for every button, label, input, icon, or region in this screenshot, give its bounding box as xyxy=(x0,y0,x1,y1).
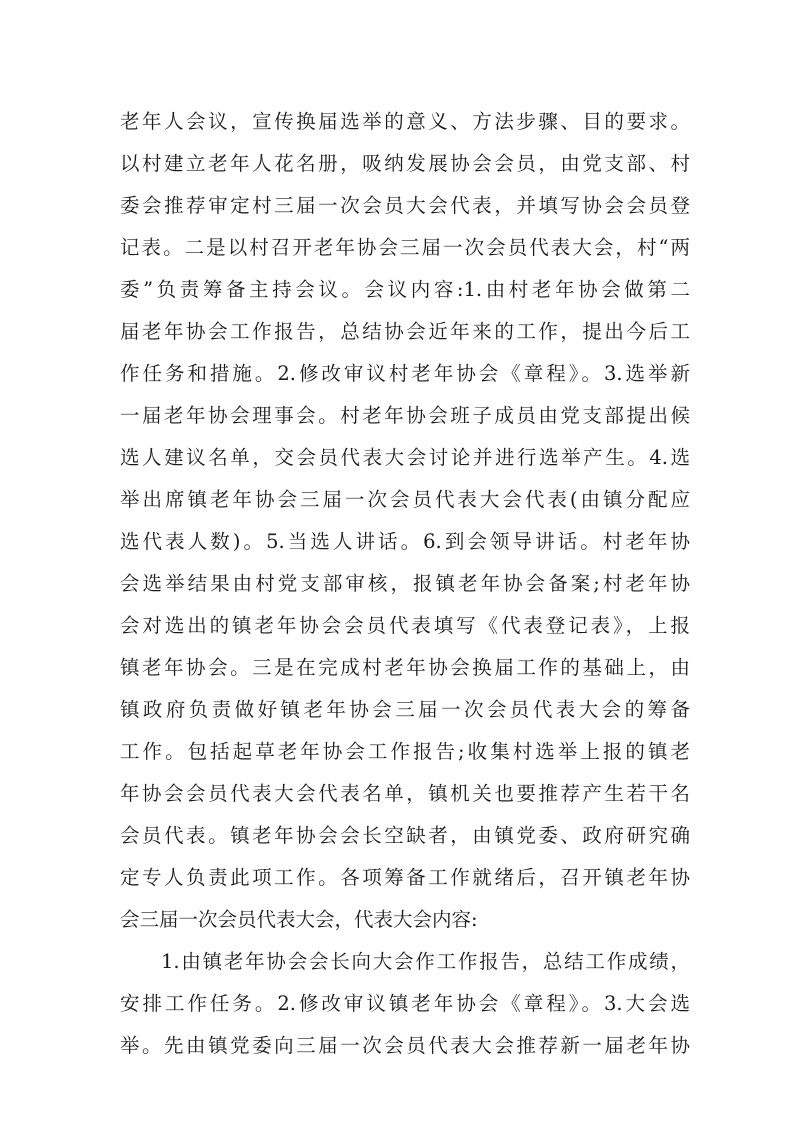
text-line: 定专人负责此项工作。各项筹备工作就绪后，召开镇老年协 xyxy=(120,866,690,889)
text-line: 一届老年协会理事会。村老年协会班子成员由党支部提出候 xyxy=(120,404,690,427)
text-line: 记表。二是以村召开老年协会三届一次会员代表大会，村“两 xyxy=(120,236,690,259)
text-line: 镇老年协会。三是在完成村老年协会换届工作的基础上，由 xyxy=(120,656,690,679)
text-line: 作任务和措施。2.修改审议村老年协会《章程》。3.选举新 xyxy=(120,362,690,385)
text-line: 举。先由镇党委向三届一次会员代表大会推荐新一届老年协 xyxy=(120,1034,690,1057)
text-line: 选代表人数)。5.当选人讲话。6.到会领导讲话。村老年协 xyxy=(120,530,690,553)
body-text xyxy=(120,101,690,1067)
text-line: 委”负责筹备主持会议。会议内容:1.由村老年协会做第二 xyxy=(120,278,690,301)
text-line: 届老年协会工作报告，总结协会近年来的工作，提出今后工 xyxy=(120,320,690,343)
text-line: 会对选出的镇老年协会会员代表填写《代表登记表》，上报 xyxy=(120,614,690,637)
text-line: 举出席镇老年协会三届一次会员代表大会代表(由镇分配应 xyxy=(120,488,690,511)
paragraph-end-line: 会三届一次会员代表大会，代表大会内容: xyxy=(120,908,478,931)
text-line: 年协会会员代表大会代表名单，镇机关也要推荐产生若干名 xyxy=(120,782,690,805)
text-line: 委会推荐审定村三届一次会员大会代表，并填写协会会员登 xyxy=(120,194,690,217)
paragraph-start-line: 1.由镇老年协会会长向大会作工作报告，总结工作成绩， xyxy=(161,950,690,973)
text-line: 工作。包括起草老年协会工作报告;收集村选举上报的镇老 xyxy=(120,740,690,763)
text-line: 会选举结果由村党支部审核，报镇老年协会备案;村老年协 xyxy=(120,572,690,595)
text-line: 安排工作任务。2.修改审议镇老年协会《章程》。3.大会选 xyxy=(120,992,690,1015)
text-line: 会员代表。镇老年协会会长空缺者，由镇党委、政府研究确 xyxy=(120,824,690,847)
text-line: 镇政府负责做好镇老年协会三届一次会员代表大会的筹备 xyxy=(120,698,690,721)
text-line: 老年人会议，宣传换届选举的意义、方法步骤、目的要求。 xyxy=(120,110,690,133)
text-line: 以村建立老年人花名册，吸纳发展协会会员，由党支部、村 xyxy=(120,152,690,175)
text-line: 选人建议名单，交会员代表大会讨论并进行选举产生。4.选 xyxy=(120,446,690,469)
